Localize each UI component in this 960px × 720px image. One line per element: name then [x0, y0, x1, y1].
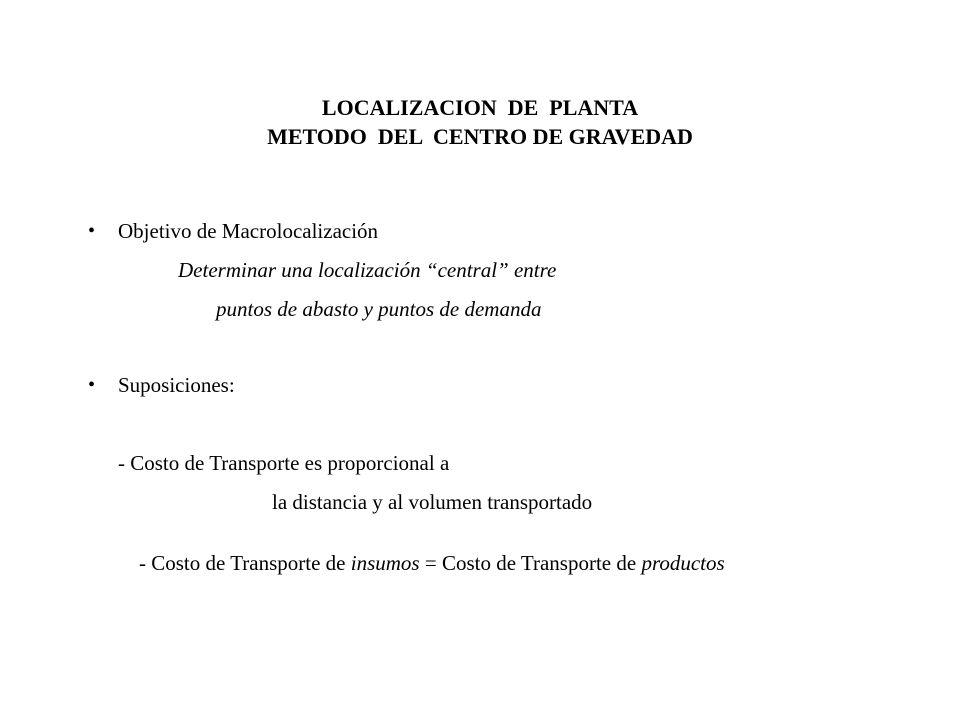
bullet-suposiciones: • [88, 374, 96, 396]
title-line-1: LOCALIZACION DE PLANTA [321, 95, 639, 120]
bullet-objetivo: • [88, 220, 96, 242]
suposicion-2-productos: productos [641, 551, 725, 575]
suposicion-2-insumos: insumos [350, 551, 420, 575]
slide-title [0, 93, 960, 151]
suposicion-2-part-1: - Costo de Transporte de [139, 551, 351, 575]
suposicion-2 [118, 527, 725, 599]
objetivo-desc-line-2: puntos de abasto y puntos de demanda [216, 297, 542, 321]
suposicion-1-line-2: la distancia y al volumen transportado [272, 490, 593, 514]
title-line-2: METODO DEL CENTRO DE GRAVEDAD [267, 124, 693, 149]
suposicion-1-line-1: - Costo de Transporte es proporcional a [118, 451, 450, 475]
suposicion-2-part-3: = Costo de Transporte de [419, 551, 642, 575]
objetivo-desc-line-1: Determinar una localización “central” entre [178, 258, 557, 282]
objetivo-heading: Objetivo de Macrolocalización [118, 219, 379, 243]
suposiciones-heading: Suposiciones: [118, 373, 235, 397]
